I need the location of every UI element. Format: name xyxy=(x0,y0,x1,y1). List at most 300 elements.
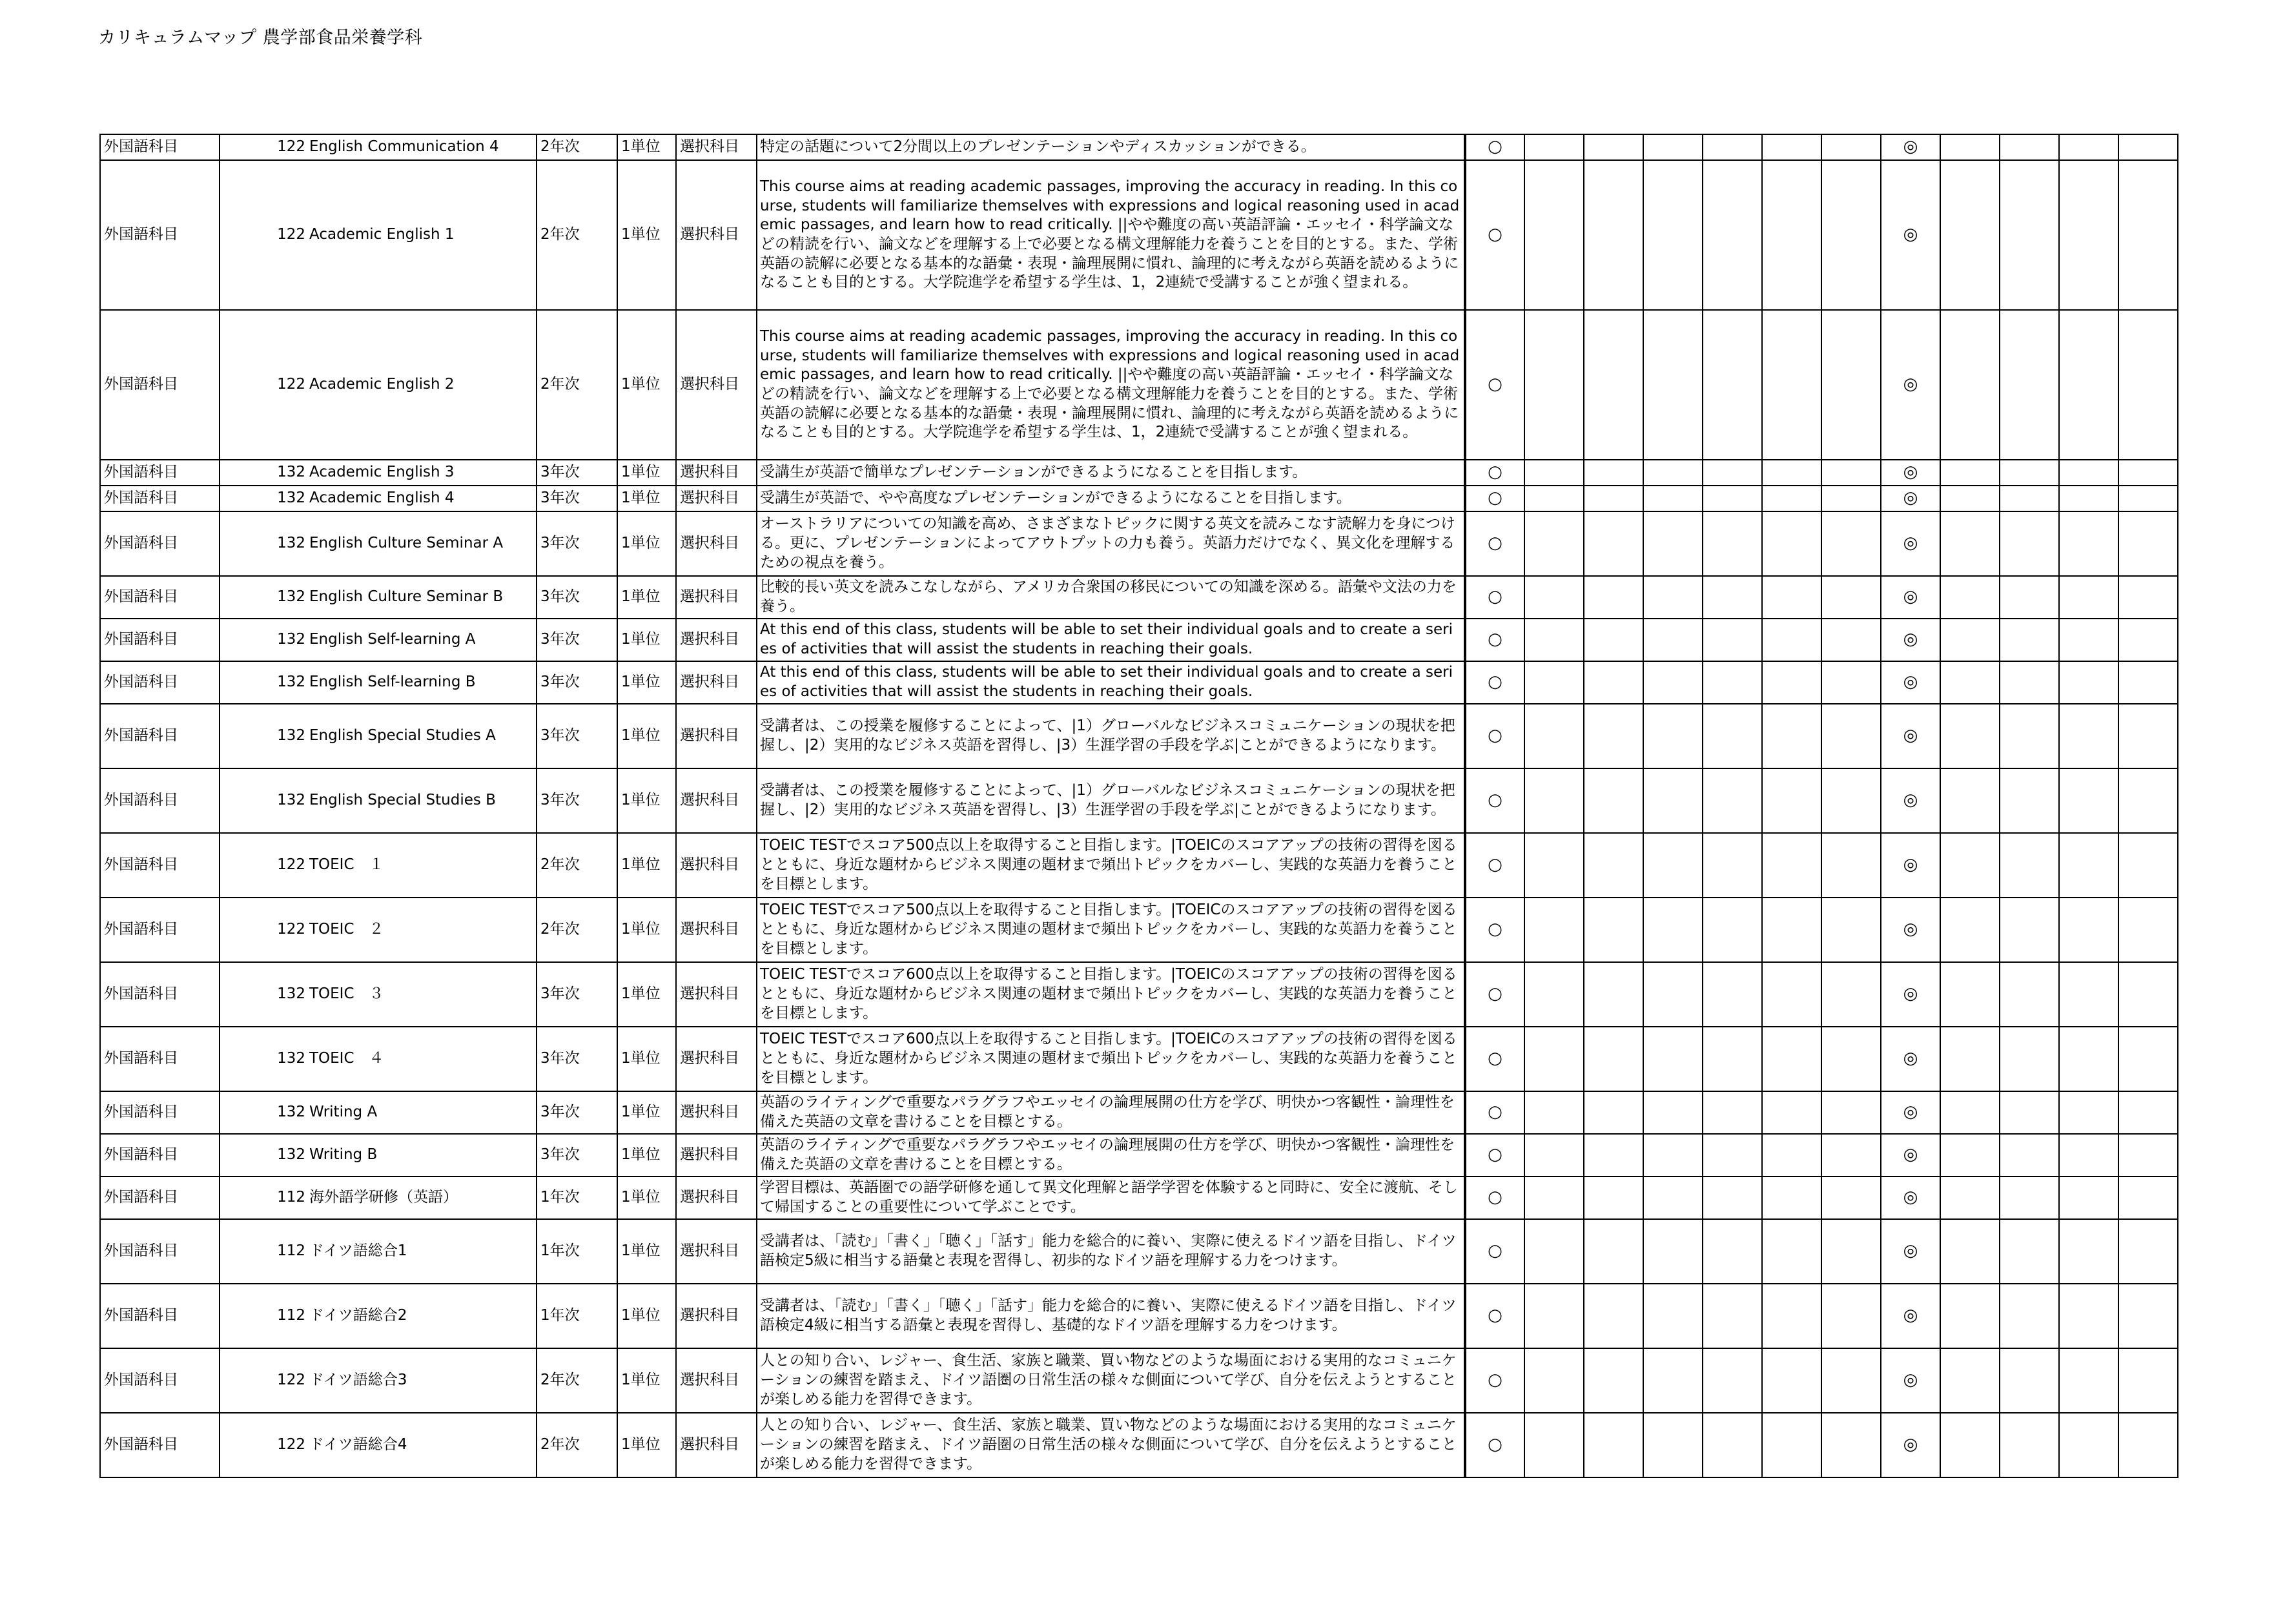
table-row xyxy=(100,1219,2178,1284)
empty-cell xyxy=(1703,1413,1762,1477)
empty-cell xyxy=(1643,661,1703,704)
double-circle-mark: ◎ xyxy=(1881,576,1940,619)
category-cell: 外国語科目 xyxy=(100,1027,220,1091)
year-cell: 1年次 xyxy=(537,1177,617,1219)
empty-cell xyxy=(2059,1091,2118,1134)
empty-cell xyxy=(1584,1027,1643,1091)
year-cell: 3年次 xyxy=(537,486,617,511)
course-name-cell: English Communication 4 xyxy=(307,134,537,160)
empty-cell xyxy=(1584,460,1643,486)
course-name-cell: TOEIC ２ xyxy=(307,898,537,962)
credits-cell: 1単位 xyxy=(617,486,676,511)
double-circle-mark: ◎ xyxy=(1881,1219,1940,1284)
empty-cell xyxy=(1584,898,1643,962)
course-number-cell: 122 xyxy=(220,1348,307,1413)
course-number-cell: 132 xyxy=(220,1091,307,1134)
table-row xyxy=(100,1284,2178,1348)
course-number-cell: 132 xyxy=(220,619,307,661)
credits-cell: 1単位 xyxy=(617,1413,676,1477)
empty-cell xyxy=(1643,1348,1703,1413)
empty-cell xyxy=(2118,1027,2178,1091)
empty-cell xyxy=(1643,704,1703,768)
course-type-cell: 選択科目 xyxy=(676,134,757,160)
description-cell: 受講生が英語で簡単なプレゼンテーションができるようになることを目指します。 xyxy=(757,460,1465,486)
course-number-cell: 112 xyxy=(220,1177,307,1219)
empty-cell xyxy=(1584,1413,1643,1477)
course-type-cell: 選択科目 xyxy=(676,704,757,768)
empty-cell xyxy=(2118,898,2178,962)
empty-cell xyxy=(1703,1134,1762,1177)
table-row xyxy=(100,1027,2178,1091)
empty-cell xyxy=(1524,160,1584,310)
empty-cell xyxy=(1762,1091,1821,1134)
empty-cell xyxy=(1584,619,1643,661)
double-circle-mark: ◎ xyxy=(1881,511,1940,576)
empty-cell xyxy=(1703,768,1762,833)
course-type-cell: 選択科目 xyxy=(676,460,757,486)
year-cell: 3年次 xyxy=(537,768,617,833)
course-name-cell: ドイツ語総合2 xyxy=(307,1284,537,1348)
table-row xyxy=(100,1134,2178,1177)
category-cell: 外国語科目 xyxy=(100,1219,220,1284)
empty-cell xyxy=(1524,1413,1584,1477)
double-circle-mark: ◎ xyxy=(1881,1091,1940,1134)
empty-cell xyxy=(1821,576,1881,619)
credits-cell: 1単位 xyxy=(617,310,676,460)
empty-cell xyxy=(1703,134,1762,160)
year-cell: 3年次 xyxy=(537,1134,617,1177)
description-cell: This course aims at reading academic passages, improving the accuracy in reading. In this course, students will familiarize themselves with expressions and logical reasoning used in academic passages, and learn how to read critically. ||やや難度の高い英語評論・エッセイ・科学論文などの精読を行い、論文などを理解する上で必要となる構文理解能力を養うことを目的とする。また、学術英語の読解に必要となる基本的な語彙・表現・論理展開に慣れ、論理的に考えながら英語を読めるようになることも目的とする。大学院進学を希望する学生は、1，2連続で受講することが強く望まれる。 xyxy=(757,310,1465,460)
empty-cell xyxy=(1762,661,1821,704)
category-cell: 外国語科目 xyxy=(100,511,220,576)
empty-cell xyxy=(1940,833,2000,898)
empty-cell xyxy=(1940,619,2000,661)
empty-cell xyxy=(1762,1177,1821,1219)
empty-cell xyxy=(1821,134,1881,160)
empty-cell xyxy=(1940,1284,2000,1348)
circle-mark: ○ xyxy=(1465,576,1524,619)
table-row xyxy=(100,1348,2178,1413)
empty-cell xyxy=(1643,310,1703,460)
empty-cell xyxy=(1584,1134,1643,1177)
empty-cell xyxy=(1940,486,2000,511)
course-name-cell: English Self-learning A xyxy=(307,619,537,661)
empty-cell xyxy=(1821,1219,1881,1284)
description-cell: 特定の話題について2分間以上のプレゼンテーションやディスカッションができる。 xyxy=(757,134,1465,160)
empty-cell xyxy=(1584,511,1643,576)
credits-cell: 1単位 xyxy=(617,1027,676,1091)
empty-cell xyxy=(1762,1413,1821,1477)
credits-cell: 1単位 xyxy=(617,1284,676,1348)
empty-cell xyxy=(1940,1348,2000,1413)
empty-cell xyxy=(1762,1348,1821,1413)
empty-cell xyxy=(1762,768,1821,833)
circle-mark: ○ xyxy=(1465,768,1524,833)
course-type-cell: 選択科目 xyxy=(676,619,757,661)
double-circle-mark: ◎ xyxy=(1881,962,1940,1027)
table-row xyxy=(100,898,2178,962)
description-cell: TOEIC TESTでスコア600点以上を取得すること目指します。|TOEICのスコアアップの技術の習得を図るとともに、身近な題材からビジネス関連の題材まで頻出トピックをカバーし、実践的な英語力を養うことを目標とします。 xyxy=(757,962,1465,1027)
credits-cell: 1単位 xyxy=(617,833,676,898)
course-number-cell: 122 xyxy=(220,134,307,160)
table-row xyxy=(100,486,2178,511)
course-name-cell: Academic English 2 xyxy=(307,310,537,460)
empty-cell xyxy=(1643,1027,1703,1091)
circle-mark: ○ xyxy=(1465,619,1524,661)
course-number-cell: 132 xyxy=(220,661,307,704)
course-name-cell: TOEIC ３ xyxy=(307,962,537,1027)
credits-cell: 1単位 xyxy=(617,160,676,310)
year-cell: 3年次 xyxy=(537,661,617,704)
table-row xyxy=(100,619,2178,661)
course-type-cell: 選択科目 xyxy=(676,661,757,704)
empty-cell xyxy=(1940,768,2000,833)
category-cell: 外国語科目 xyxy=(100,1134,220,1177)
description-cell: 受講者は、「読む」「書く」「聴く」「話す」能力を総合的に養い、実際に使えるドイツ語を目指し、ドイツ語検定4級に相当する語彙と表現を習得し、基礎的なドイツ語を理解する力をつけます。 xyxy=(757,1284,1465,1348)
double-circle-mark: ◎ xyxy=(1881,1177,1940,1219)
double-circle-mark: ◎ xyxy=(1881,833,1940,898)
empty-cell xyxy=(2000,1413,2059,1477)
empty-cell xyxy=(1584,1284,1643,1348)
description-cell: オーストラリアについての知識を高め、さまざまなトピックに関する英文を読みこなす読解力を身につける。更に、プレゼンテーションによってアウトプットの力も養う。英語力だけでなく、異文化を理解するための視点を養う。 xyxy=(757,511,1465,576)
empty-cell xyxy=(1821,486,1881,511)
empty-cell xyxy=(1643,898,1703,962)
course-type-cell: 選択科目 xyxy=(676,962,757,1027)
empty-cell xyxy=(2000,898,2059,962)
table-row xyxy=(100,134,2178,160)
empty-cell xyxy=(2000,160,2059,310)
empty-cell xyxy=(2000,1348,2059,1413)
empty-cell xyxy=(1821,962,1881,1027)
empty-cell xyxy=(1821,661,1881,704)
empty-cell xyxy=(1821,160,1881,310)
double-circle-mark: ◎ xyxy=(1881,898,1940,962)
category-cell: 外国語科目 xyxy=(100,661,220,704)
empty-cell xyxy=(1821,833,1881,898)
table-row xyxy=(100,160,2178,310)
credits-cell: 1単位 xyxy=(617,962,676,1027)
table-row xyxy=(100,460,2178,486)
category-cell: 外国語科目 xyxy=(100,768,220,833)
empty-cell xyxy=(1584,1219,1643,1284)
empty-cell xyxy=(2059,661,2118,704)
empty-cell xyxy=(1524,310,1584,460)
empty-cell xyxy=(2000,661,2059,704)
empty-cell xyxy=(1524,704,1584,768)
course-type-cell: 選択科目 xyxy=(676,833,757,898)
course-type-cell: 選択科目 xyxy=(676,1219,757,1284)
page-title: カリキュラムマップ 農学部食品栄養学科 xyxy=(98,28,423,48)
empty-cell xyxy=(1940,1413,2000,1477)
empty-cell xyxy=(2000,1177,2059,1219)
empty-cell xyxy=(1643,768,1703,833)
double-circle-mark: ◎ xyxy=(1881,1348,1940,1413)
category-cell: 外国語科目 xyxy=(100,833,220,898)
empty-cell xyxy=(1940,1091,2000,1134)
empty-cell xyxy=(2059,898,2118,962)
credits-cell: 1単位 xyxy=(617,460,676,486)
empty-cell xyxy=(1643,460,1703,486)
course-number-cell: 132 xyxy=(220,486,307,511)
description-cell: 学習目標は、英語圏での語学研修を通して異文化理解と語学学習を体験すると同時に、安全に渡航、そして帰国することの重要性について学ぶことです。 xyxy=(757,1177,1465,1219)
empty-cell xyxy=(2059,704,2118,768)
year-cell: 2年次 xyxy=(537,898,617,962)
empty-cell xyxy=(1821,1134,1881,1177)
empty-cell xyxy=(1821,460,1881,486)
year-cell: 2年次 xyxy=(537,1348,617,1413)
empty-cell xyxy=(1703,1027,1762,1091)
empty-cell xyxy=(1524,1284,1584,1348)
category-cell: 外国語科目 xyxy=(100,1091,220,1134)
empty-cell xyxy=(1584,134,1643,160)
description-cell: TOEIC TESTでスコア500点以上を取得すること目指します。|TOEICのスコアアップの技術の習得を図るとともに、身近な題材からビジネス関連の題材まで頻出トピックをカバーし、実践的な英語力を養うことを目標とします。 xyxy=(757,833,1465,898)
year-cell: 3年次 xyxy=(537,619,617,661)
empty-cell xyxy=(2000,1219,2059,1284)
circle-mark: ○ xyxy=(1465,1134,1524,1177)
empty-cell xyxy=(2118,1284,2178,1348)
course-type-cell: 選択科目 xyxy=(676,1413,757,1477)
empty-cell xyxy=(2118,310,2178,460)
circle-mark: ○ xyxy=(1465,704,1524,768)
circle-mark: ○ xyxy=(1465,1284,1524,1348)
empty-cell xyxy=(1524,1219,1584,1284)
empty-cell xyxy=(1821,511,1881,576)
empty-cell xyxy=(1762,486,1821,511)
empty-cell xyxy=(2000,310,2059,460)
empty-cell xyxy=(2059,160,2118,310)
empty-cell xyxy=(1762,1027,1821,1091)
year-cell: 3年次 xyxy=(537,576,617,619)
empty-cell xyxy=(1584,661,1643,704)
course-number-cell: 132 xyxy=(220,1027,307,1091)
empty-cell xyxy=(1643,1177,1703,1219)
course-type-cell: 選択科目 xyxy=(676,486,757,511)
course-type-cell: 選択科目 xyxy=(676,898,757,962)
credits-cell: 1単位 xyxy=(617,576,676,619)
course-number-cell: 132 xyxy=(220,768,307,833)
empty-cell xyxy=(1703,898,1762,962)
description-cell: TOEIC TESTでスコア600点以上を取得すること目指します。|TOEICのスコアアップの技術の習得を図るとともに、身近な題材からビジネス関連の題材まで頻出トピックをカバーし、実践的な英語力を養うことを目標とします。 xyxy=(757,1027,1465,1091)
empty-cell xyxy=(1524,619,1584,661)
circle-mark: ○ xyxy=(1465,160,1524,310)
empty-cell xyxy=(2059,460,2118,486)
empty-cell xyxy=(2059,1177,2118,1219)
empty-cell xyxy=(2118,576,2178,619)
table-row xyxy=(100,511,2178,576)
circle-mark: ○ xyxy=(1465,460,1524,486)
empty-cell xyxy=(1703,1177,1762,1219)
empty-cell xyxy=(1584,704,1643,768)
credits-cell: 1単位 xyxy=(617,768,676,833)
course-type-cell: 選択科目 xyxy=(676,160,757,310)
table-row xyxy=(100,1091,2178,1134)
table-row xyxy=(100,1177,2178,1219)
table-row xyxy=(100,576,2178,619)
empty-cell xyxy=(1643,486,1703,511)
empty-cell xyxy=(2059,1219,2118,1284)
empty-cell xyxy=(2118,160,2178,310)
empty-cell xyxy=(1524,1177,1584,1219)
description-cell: 受講者は、この授業を履修することによって、|1）グローバルなビジネスコミュニケーションの現状を把握し、|2）実用的なビジネス英語を習得し、|3）生涯学習の手段を学ぶ|ことができるようになります。 xyxy=(757,768,1465,833)
course-name-cell: Academic English 4 xyxy=(307,486,537,511)
year-cell: 3年次 xyxy=(537,511,617,576)
year-cell: 2年次 xyxy=(537,160,617,310)
empty-cell xyxy=(1821,704,1881,768)
description-cell: TOEIC TESTでスコア500点以上を取得すること目指します。|TOEICのスコアアップの技術の習得を図るとともに、身近な題材からビジネス関連の題材まで頻出トピックをカバーし、実践的な英語力を養うことを目標とします。 xyxy=(757,898,1465,962)
credits-cell: 1単位 xyxy=(617,1177,676,1219)
circle-mark: ○ xyxy=(1465,1413,1524,1477)
empty-cell xyxy=(2118,1091,2178,1134)
empty-cell xyxy=(2059,619,2118,661)
empty-cell xyxy=(2059,833,2118,898)
empty-cell xyxy=(2000,460,2059,486)
empty-cell xyxy=(2118,1177,2178,1219)
double-circle-mark: ◎ xyxy=(1881,1284,1940,1348)
category-cell: 外国語科目 xyxy=(100,310,220,460)
year-cell: 2年次 xyxy=(537,833,617,898)
empty-cell xyxy=(1821,1413,1881,1477)
empty-cell xyxy=(1940,460,2000,486)
category-cell: 外国語科目 xyxy=(100,134,220,160)
empty-cell xyxy=(1762,511,1821,576)
empty-cell xyxy=(1762,704,1821,768)
course-number-cell: 122 xyxy=(220,1413,307,1477)
credits-cell: 1単位 xyxy=(617,1348,676,1413)
double-circle-mark: ◎ xyxy=(1881,134,1940,160)
description-cell: At this end of this class, students will be able to set their individual goals and to create a series of activities that will assist the students in reaching their goals. xyxy=(757,661,1465,704)
category-cell: 外国語科目 xyxy=(100,1284,220,1348)
empty-cell xyxy=(1940,310,2000,460)
empty-cell xyxy=(2059,310,2118,460)
empty-cell xyxy=(1643,1413,1703,1477)
empty-cell xyxy=(1940,1134,2000,1177)
empty-cell xyxy=(1703,619,1762,661)
empty-cell xyxy=(1643,962,1703,1027)
empty-cell xyxy=(2059,1134,2118,1177)
empty-cell xyxy=(1821,1177,1881,1219)
empty-cell xyxy=(1821,768,1881,833)
course-name-cell: English Culture Seminar A xyxy=(307,511,537,576)
course-name-cell: ドイツ語総合1 xyxy=(307,1219,537,1284)
empty-cell xyxy=(2118,661,2178,704)
circle-mark: ○ xyxy=(1465,661,1524,704)
empty-cell xyxy=(2118,1134,2178,1177)
circle-mark: ○ xyxy=(1465,898,1524,962)
double-circle-mark: ◎ xyxy=(1881,619,1940,661)
empty-cell xyxy=(1524,833,1584,898)
course-name-cell: ドイツ語総合4 xyxy=(307,1413,537,1477)
empty-cell xyxy=(1821,898,1881,962)
empty-cell xyxy=(2000,833,2059,898)
category-cell: 外国語科目 xyxy=(100,962,220,1027)
empty-cell xyxy=(1821,619,1881,661)
description-cell: 英語のライティングで重要なパラグラフやエッセイの論理展開の仕方を学び、明快かつ客観性・論理性を備えた英語の文章を書けることを目標とする。 xyxy=(757,1134,1465,1177)
course-type-cell: 選択科目 xyxy=(676,1284,757,1348)
empty-cell xyxy=(2059,576,2118,619)
category-cell: 外国語科目 xyxy=(100,704,220,768)
empty-cell xyxy=(1524,1027,1584,1091)
empty-cell xyxy=(1821,1284,1881,1348)
empty-cell xyxy=(1584,310,1643,460)
empty-cell xyxy=(1524,1091,1584,1134)
empty-cell xyxy=(1643,1134,1703,1177)
table-row xyxy=(100,704,2178,768)
empty-cell xyxy=(2118,1348,2178,1413)
empty-cell xyxy=(1940,962,2000,1027)
empty-cell xyxy=(1703,1219,1762,1284)
year-cell: 3年次 xyxy=(537,704,617,768)
course-name-cell: English Culture Seminar B xyxy=(307,576,537,619)
empty-cell xyxy=(1584,576,1643,619)
empty-cell xyxy=(2000,1027,2059,1091)
description-cell: 受講生が英語で、やや高度なプレゼンテーションができるようになることを目指します。 xyxy=(757,486,1465,511)
empty-cell xyxy=(1762,833,1821,898)
empty-cell xyxy=(2118,833,2178,898)
description-cell: 人との知り合い、レジャー、食生活、家族と職業、買い物などのような場面における実用的なコミュニケーションの練習を踏まえ、ドイツ語圏の日常生活の様々な側面について学び、自分を伝えようとすることが楽しめる能力を習得できます。 xyxy=(757,1348,1465,1413)
year-cell: 2年次 xyxy=(537,134,617,160)
empty-cell xyxy=(1940,160,2000,310)
empty-cell xyxy=(1643,511,1703,576)
empty-cell xyxy=(1584,768,1643,833)
empty-cell xyxy=(1940,134,2000,160)
course-number-cell: 122 xyxy=(220,898,307,962)
year-cell: 2年次 xyxy=(537,310,617,460)
course-number-cell: 122 xyxy=(220,310,307,460)
empty-cell xyxy=(2118,460,2178,486)
empty-cell xyxy=(1940,1177,2000,1219)
empty-cell xyxy=(1524,1134,1584,1177)
year-cell: 3年次 xyxy=(537,1091,617,1134)
empty-cell xyxy=(1762,962,1821,1027)
empty-cell xyxy=(2118,1413,2178,1477)
empty-cell xyxy=(1940,1219,2000,1284)
empty-cell xyxy=(2000,704,2059,768)
course-number-cell: 132 xyxy=(220,1134,307,1177)
course-name-cell: English Special Studies B xyxy=(307,768,537,833)
course-number-cell: 132 xyxy=(220,511,307,576)
course-type-cell: 選択科目 xyxy=(676,1027,757,1091)
category-cell: 外国語科目 xyxy=(100,898,220,962)
course-number-cell: 122 xyxy=(220,833,307,898)
empty-cell xyxy=(1524,511,1584,576)
credits-cell: 1単位 xyxy=(617,1134,676,1177)
empty-cell xyxy=(2000,511,2059,576)
empty-cell xyxy=(1643,1091,1703,1134)
empty-cell xyxy=(2059,768,2118,833)
empty-cell xyxy=(1643,134,1703,160)
empty-cell xyxy=(2118,962,2178,1027)
curriculum-map-table xyxy=(99,134,2178,1478)
empty-cell xyxy=(1584,1348,1643,1413)
category-cell: 外国語科目 xyxy=(100,460,220,486)
empty-cell xyxy=(1524,768,1584,833)
table-row xyxy=(100,833,2178,898)
description-cell: At this end of this class, students will be able to set their individual goals and to create a series of activities that will assist the students in reaching their goals. xyxy=(757,619,1465,661)
circle-mark: ○ xyxy=(1465,833,1524,898)
empty-cell xyxy=(2000,134,2059,160)
year-cell: 3年次 xyxy=(537,1027,617,1091)
category-cell: 外国語科目 xyxy=(100,486,220,511)
empty-cell xyxy=(1821,1091,1881,1134)
empty-cell xyxy=(1703,833,1762,898)
credits-cell: 1単位 xyxy=(617,1091,676,1134)
double-circle-mark: ◎ xyxy=(1881,310,1940,460)
empty-cell xyxy=(2000,619,2059,661)
empty-cell xyxy=(1584,1177,1643,1219)
empty-cell xyxy=(1524,460,1584,486)
circle-mark: ○ xyxy=(1465,1177,1524,1219)
category-cell: 外国語科目 xyxy=(100,576,220,619)
